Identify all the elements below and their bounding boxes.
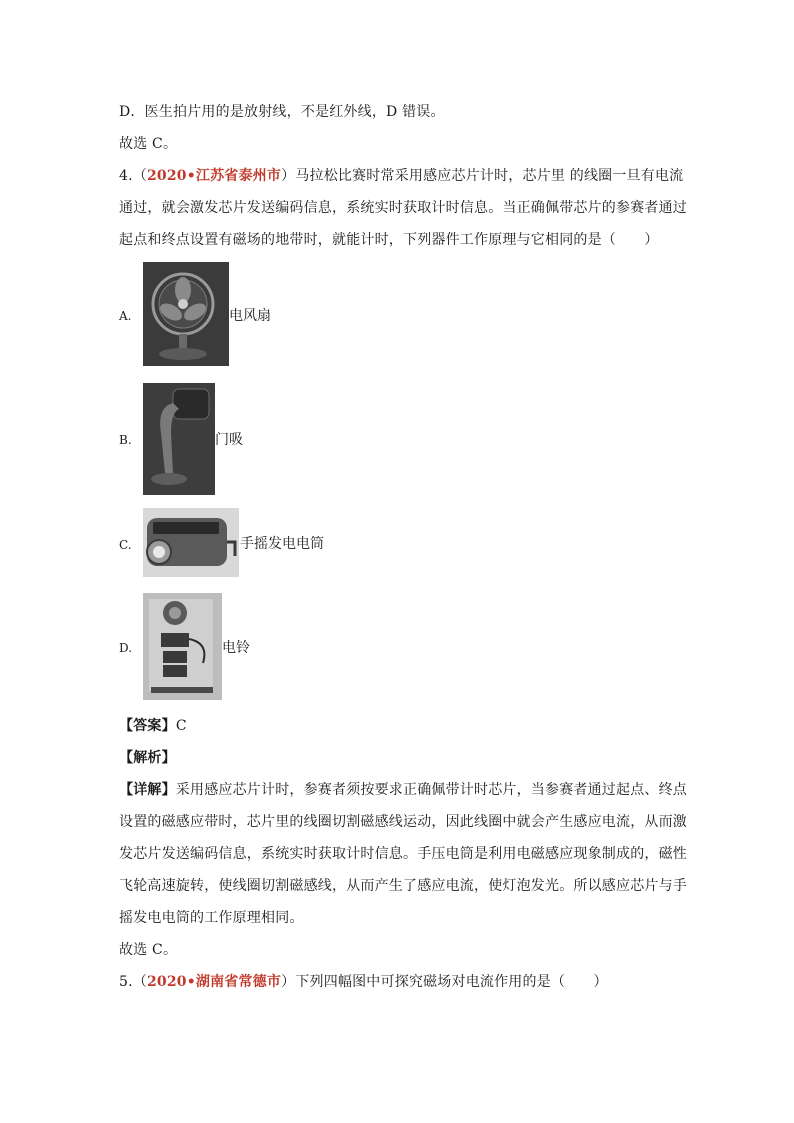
text-line: 起点和终点设置有磁场的地带时，就能计时，下列器件工作原理与它相同的是（ ） [119, 232, 659, 248]
conclusion-line: 故选 C。 [119, 942, 178, 958]
text-line: D．医生拍片用的是放射线，不是红外线，D 错误。 [119, 104, 445, 120]
option-b-label: 门吸 [215, 432, 243, 448]
detail-text: 采用感应芯片计时，参赛者须按要求正确佩带计时芯片，当参赛者通过起点、终点 [175, 782, 688, 798]
option-d-label: 电铃 [222, 640, 250, 656]
text-line: 发芯片发送编码信息，系统实时获取计时信息。手压电筒是利用电磁感应现象制成的，磁性 [119, 846, 687, 862]
question-text: ）下列四幅图中可探究磁场对电流作用的是（ ） [281, 974, 608, 990]
question-4-stem [119, 166, 683, 186]
door-stopper-image [143, 383, 215, 495]
answer-line [119, 716, 187, 736]
question-source: 2020•江苏省泰州市 [146, 168, 282, 184]
text-line: 设置的磁感应带时，芯片里的线圈切割磁感线运动，因此线圈中就会产生感应电流，从而激 [119, 814, 687, 830]
text-line: 故选 C。 [119, 136, 178, 152]
question-number: 5.（ [119, 974, 147, 990]
detail-tag: 【详解】 [119, 782, 176, 798]
analysis-detail-line [119, 780, 687, 800]
text-line: 摇发电电筒的工作原理相同。 [119, 910, 304, 926]
option-c-label: 手摇发电电筒 [240, 536, 324, 552]
answer-tag: 【答案】 [119, 718, 176, 734]
question-text: ）马拉松比赛时常采用感应芯片计时，芯片里 的线圈一旦有电流 [281, 168, 684, 184]
question-5-stem [119, 972, 608, 992]
text-line: 飞轮高速旋转，使线圈切割磁感线，从而产生了感应电流，使灯泡发光。所以感应芯片与手 [119, 878, 687, 894]
answer-value: C [175, 718, 187, 734]
option-a-label: 电风扇 [229, 308, 271, 324]
analysis-tag: 【解析】 [119, 750, 176, 766]
electric-fan-image [143, 262, 229, 366]
option-a-letter: A. [119, 309, 132, 323]
electric-bell-image [143, 593, 222, 700]
hand-crank-flashlight-image [143, 508, 239, 577]
option-b-letter: B. [119, 433, 132, 447]
text-line: 通过，就会激发芯片发送编码信息，系统实时获取计时信息。当正确佩带芯片的参赛者通过 [119, 200, 687, 216]
option-c-letter: C. [119, 538, 132, 552]
question-source: 2020•湖南省常德市 [146, 974, 282, 990]
option-d-letter: D. [119, 641, 133, 655]
question-number: 4.（ [119, 168, 147, 184]
